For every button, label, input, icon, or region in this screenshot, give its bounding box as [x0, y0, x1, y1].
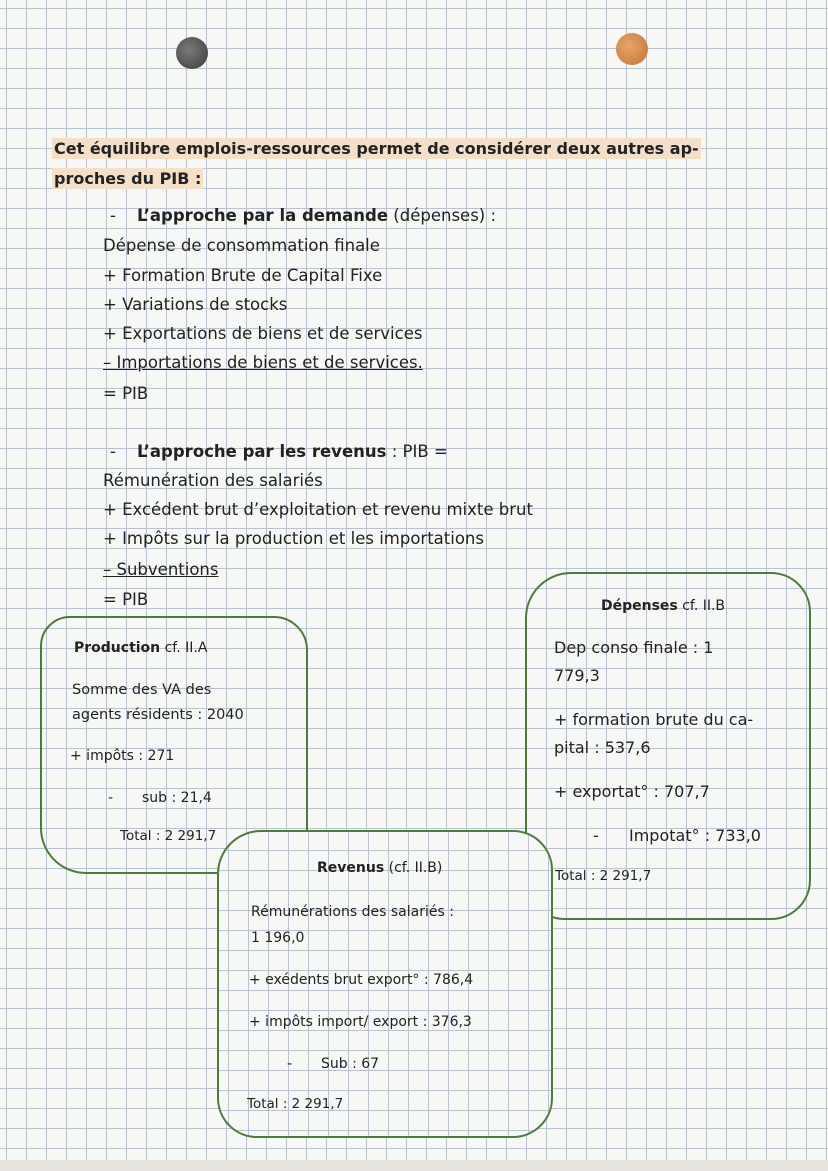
- revenus-box-title: [317, 860, 442, 876]
- binder-hole-right: [616, 33, 648, 65]
- page-bottom-edge: [0, 1160, 828, 1171]
- production-line-4: sub : 21,4: [142, 790, 212, 806]
- depenses-title-rest: cf. II.B: [677, 598, 726, 614]
- revenus-item: = PIB: [103, 590, 149, 609]
- revenus-box-line-3: + exédents brut export° : 786,4: [249, 972, 474, 988]
- depenses-line-5: + exportat° : 707,7: [554, 782, 710, 801]
- demande-item: + Exportations de biens et de services: [103, 324, 423, 343]
- production-dash: -: [108, 790, 114, 806]
- depenses-box: [525, 572, 811, 920]
- depenses-total: Total : 2 291,7: [555, 868, 652, 884]
- demande-item: Dépense de consommation finale: [103, 236, 380, 255]
- revenus-box-title-bold: Revenus: [317, 860, 385, 876]
- revenus-box-dash: -: [287, 1056, 293, 1072]
- depenses-line-4: pital : 537,6: [554, 738, 651, 757]
- demande-heading: - L’approche par la demande (dépenses) :: [110, 206, 497, 225]
- revenus-item: + Impôts sur la production et les importations: [103, 529, 484, 548]
- revenus-item: Rémunération des salariés: [103, 471, 323, 490]
- production-line-3: + impôts : 271: [70, 748, 175, 764]
- binder-hole-left: [176, 37, 208, 69]
- depenses-line-1: Dep conso finale : 1: [554, 638, 714, 657]
- intro-line-2: proches du PIB :: [54, 169, 202, 188]
- revenus-box-total: Total : 2 291,7: [247, 1096, 344, 1112]
- revenus-box-title-rest: (cf. II.B): [384, 860, 443, 876]
- production-line-2: agents résidents : 2040: [72, 707, 244, 723]
- revenus-heading: - L’approche par les revenus : PIB =: [110, 442, 448, 461]
- demande-item: + Variations de stocks: [103, 295, 288, 314]
- demande-heading-bold: L’approche par la demande: [136, 206, 389, 225]
- revenus-heading-rest: : PIB =: [386, 442, 448, 461]
- depenses-dash: -: [593, 826, 599, 845]
- demande-item: = PIB: [103, 384, 149, 403]
- intro-line-1: Cet équilibre emplois-ressources permet de considérer deux autres ap-: [54, 139, 699, 158]
- demande-item: – Importations de biens et de services.: [103, 353, 423, 372]
- intro-text: [52, 134, 702, 194]
- revenus-box-line-1: Rémunérations des salariés :: [251, 904, 454, 920]
- depenses-line-6: Impotat° : 733,0: [629, 826, 761, 845]
- revenus-box-line-5: Sub : 67: [321, 1056, 380, 1072]
- depenses-title-bold: Dépenses: [601, 598, 678, 614]
- production-total: Total : 2 291,7: [120, 828, 217, 844]
- revenus-box-line-2: 1 196,0: [251, 930, 305, 946]
- demande-heading-rest: (dépenses) :: [388, 206, 497, 225]
- revenus-item: – Subventions: [103, 560, 219, 579]
- depenses-line-3: + formation brute du ca-: [554, 710, 754, 729]
- revenus-box: [217, 830, 553, 1138]
- revenus-heading-bold: L’approche par les revenus: [136, 442, 387, 461]
- revenus-box-line-4: + impôts import/ export : 376,3: [249, 1014, 472, 1030]
- depenses-line-2: 779,3: [554, 666, 600, 685]
- production-title-bold: Production: [74, 640, 161, 656]
- production-line-1: Somme des VA des: [72, 682, 212, 698]
- production-title-rest: cf. II.A: [160, 640, 208, 656]
- production-title: [74, 640, 207, 656]
- demande-item: + Formation Brute de Capital Fixe: [103, 266, 383, 285]
- depenses-title: [601, 598, 725, 614]
- revenus-item: + Excédent brut d’exploitation et revenu mixte brut: [103, 500, 533, 519]
